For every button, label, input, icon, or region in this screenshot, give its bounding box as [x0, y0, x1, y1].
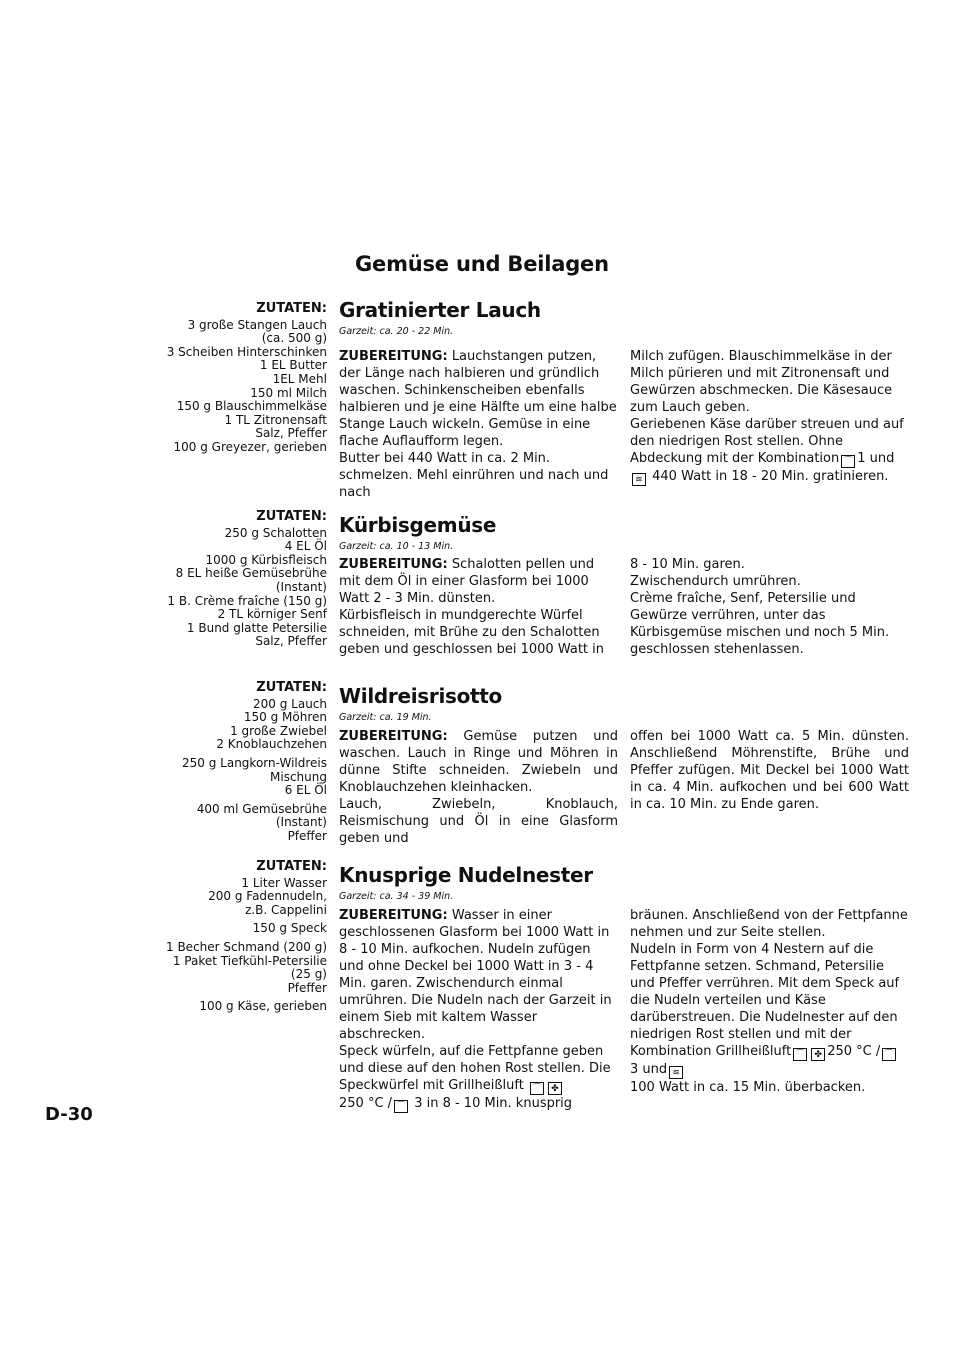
- ingredient: 3 große Stangen Lauch: [187, 317, 327, 332]
- instructions-text: 3 in 8 - 10 Min. knusprig: [414, 1096, 573, 1111]
- instructions-text: Gemüse putzen und waschen. Lauch in Ringe und Möhren in dünne Stifte schneiden. Zwiebeln und Knoblauchzehen kleinhacken. Lauch, Zwiebeln, Knoblauch, Reismischung und Öl in eine Glasform geben und: [339, 729, 618, 846]
- ingredients-list: [147, 860, 327, 1014]
- instructions-text: 250 °C /: [827, 1044, 881, 1059]
- ingredient: 100 g Käse, gerieben: [199, 999, 327, 1014]
- instructions-left: [339, 907, 618, 1113]
- ingredient: 200 g Fadennudeln,: [208, 889, 327, 904]
- instructions-text: Wasser in einer geschlossenen Glasform bei 1000 Watt in 8 - 10 Min. aufkochen. Nudeln zufügen und ohne Deckel bei 1000 Watt in 3 - 4 Min. garen. Zwischendurch einmal umrühren. Die Nudeln nach der Garzeit in einem Sieb mit kaltem Wasser abschrecken. Speck würfeln, auf die Fettpfanne geben und diese auf den hohen Rost stellen. Die Speckwürfel mit Grillheißluft: [339, 908, 612, 1093]
- ingredient: Salz, Pfeffer: [255, 634, 327, 649]
- ingredient: Pfeffer: [287, 828, 327, 843]
- instructions-text: bräunen. Anschließend von der Fettpfanne nehmen und zur Seite stellen. Nudeln in Form von 4 Nestern auf die Fettpfanne setzen. Schmand, Petersilie und Pfeffer verrühren. Mit dem Speck auf die Nudeln verteilen und Käse darüberstreuen. Die Nudelnester auf den niedrigen Rost stellen und mit der Kombination Grillheißluft: [630, 908, 908, 1059]
- ingredient: 4 EL Öl: [284, 539, 327, 554]
- instructions-right: [630, 907, 909, 1096]
- instructions-text: 100 Watt in ca. 15 Min. überbacken.: [630, 1080, 866, 1095]
- instructions-text: 3 und: [630, 1062, 668, 1077]
- ingredient: (Instant): [275, 579, 327, 594]
- instructions-left: [339, 728, 618, 847]
- ingredient: 3 Scheiben Hinterschinken: [166, 344, 327, 359]
- instructions-text: 440 Watt in 18 - 20 Min. gratinieren.: [652, 469, 889, 484]
- ingredients-list: [147, 681, 327, 844]
- zutaten-label: ZUTATEN:: [256, 509, 327, 524]
- instructions-left: [339, 556, 618, 658]
- ingredient: 100 g Greyezer, gerieben: [173, 439, 327, 454]
- ingredient: 1 EL Butter: [259, 358, 327, 373]
- ingredient: Mischung: [270, 769, 327, 784]
- ingredient: 250 g Schalotten: [224, 525, 327, 540]
- grill-icon: ⌒: [394, 1100, 408, 1113]
- ingredient: Pfeffer: [287, 980, 327, 995]
- ingredient: 1 große Zwiebel: [230, 723, 327, 738]
- recipe-title: Knusprige Nudelnester: [339, 863, 593, 887]
- ingredients-list: [147, 510, 327, 649]
- zubereitung-label: ZUBEREITUNG:: [339, 557, 448, 572]
- ingredient: 1 TL Zitronensaft: [224, 412, 327, 427]
- instructions-text: Milch zufügen. Blauschimmelkäse in der Milch pürieren und mit Zitronensaft und Gewürzen abschmecken. Die Käsesauce zum Lauch geben. Geriebenen Käse darüber streuen und auf den niedrigen Rost stellen. Ohne Abdeckung mit der Kombination: [630, 349, 904, 466]
- ingredient: 2 Knoblauchzehen: [216, 737, 327, 752]
- ingredient: Salz, Pfeffer: [255, 426, 327, 441]
- fan-icon: ✤: [811, 1048, 825, 1061]
- instructions-text: 250 °C /: [339, 1096, 393, 1111]
- ingredients-list: [147, 302, 327, 455]
- instructions-text: 1 und: [857, 451, 895, 466]
- fan-icon: ✤: [548, 1082, 562, 1095]
- ingredient: 1 B. Crème fraîche (150 g): [167, 593, 327, 608]
- ingredient: 1000 g Kürbisfleisch: [205, 552, 327, 567]
- grill-icon: ⌒: [530, 1082, 544, 1095]
- recipe-title: Wildreisrisotto: [339, 684, 503, 708]
- ingredient: (25 g): [290, 967, 327, 982]
- microwave-icon: ≋: [669, 1066, 683, 1079]
- zubereitung-label: ZUBEREITUNG:: [339, 908, 448, 923]
- instructions-left: [339, 348, 618, 501]
- ingredient: z.B. Cappelini: [245, 902, 327, 917]
- section-title: Gemüse und Beilagen: [355, 252, 609, 276]
- recipe-title: Gratinierter Lauch: [339, 298, 541, 322]
- recipe-title: Kürbisgemüse: [339, 513, 497, 537]
- zutaten-label: ZUTATEN:: [256, 301, 327, 316]
- ingredient: (ca. 500 g): [261, 331, 327, 346]
- ingredient: 8 EL heiße Gemüsebrühe: [175, 566, 327, 581]
- zubereitung-label: ZUBEREITUNG:: [339, 349, 448, 364]
- ingredient: 1 Paket Tiefkühl-Petersilie: [172, 953, 327, 968]
- zubereitung-label: ZUBEREITUNG:: [339, 729, 448, 744]
- ingredient: 1 Bund glatte Petersilie: [186, 620, 327, 635]
- instructions-right: [630, 556, 909, 658]
- instructions-text: 8 - 10 Min. garen. Zwischendurch umrühren. Crème fraîche, Senf, Petersilie und Gewürze verrühren, unter das Kürbisgemüse mischen und noch 5 Min. geschlossen stehenlassen.: [630, 557, 890, 657]
- grill-icon: ⌒: [882, 1048, 896, 1061]
- ingredient: 1 Liter Wasser: [241, 875, 327, 890]
- ingredient: 2 TL körniger Senf: [217, 607, 327, 622]
- ingredient: (Instant): [275, 815, 327, 830]
- grill-icon: ⌒: [793, 1048, 807, 1061]
- ingredient: 200 g Lauch: [253, 696, 327, 711]
- ingredient: 150 g Möhren: [243, 710, 327, 725]
- instructions-text: Schalotten pellen und mit dem Öl in einer Glasform bei 1000 Watt 2 - 3 Min. dünsten. Kürbisfleisch in mundgerechte Würfel schneiden, mit Brühe zu den Schalotten geben und geschlossen bei 1000 Watt in: [339, 557, 605, 657]
- microwave-icon: ≋: [632, 473, 646, 486]
- instructions-text: Lauchstangen putzen, der Länge nach halbieren und gründlich waschen. Schinkenscheiben ebenfalls halbieren und je eine Hälfte um eine halbe Stange Lauch wickeln. Gemüse in eine flache Auflaufform legen. Butter bei 440 Watt in ca. 2 Min. schmelzen. Mehl einrühren und nach und nach: [339, 349, 617, 500]
- garzeit: Garzeit: ca. 10 - 13 Min.: [339, 541, 454, 552]
- ingredient: 150 g Speck: [252, 921, 327, 936]
- zutaten-label: ZUTATEN:: [256, 859, 327, 874]
- garzeit: Garzeit: ca. 20 - 22 Min.: [339, 326, 454, 337]
- ingredient: 400 ml Gemüsebrühe: [196, 801, 327, 816]
- instructions-right: [630, 728, 909, 813]
- instructions-right: [630, 348, 909, 486]
- ingredient: 150 g Blauschimmelkäse: [176, 399, 327, 414]
- page-number: D-30: [45, 1104, 93, 1125]
- garzeit: Garzeit: ca. 34 - 39 Min.: [339, 891, 454, 902]
- instructions-text: offen bei 1000 Watt ca. 5 Min. dünsten. Anschließend Möhrenstifte, Brühe und Pfeffer zufügen. Mit Deckel bei 1000 Watt in ca. 4 Min. aufkochen und bei 600 Watt in ca. 10 Min. zu Ende garen.: [630, 729, 909, 812]
- ingredient: 1EL Mehl: [272, 371, 327, 386]
- ingredient: 1 Becher Schmand (200 g): [166, 939, 327, 954]
- ingredient: 6 EL Öl: [284, 783, 327, 798]
- garzeit: Garzeit: ca. 19 Min.: [339, 712, 432, 723]
- ingredient: 250 g Langkorn-Wildreis: [182, 755, 327, 770]
- ingredient: 150 ml Milch: [250, 385, 327, 400]
- zutaten-label: ZUTATEN:: [256, 680, 327, 695]
- grill-icon: ⌒: [841, 455, 855, 468]
